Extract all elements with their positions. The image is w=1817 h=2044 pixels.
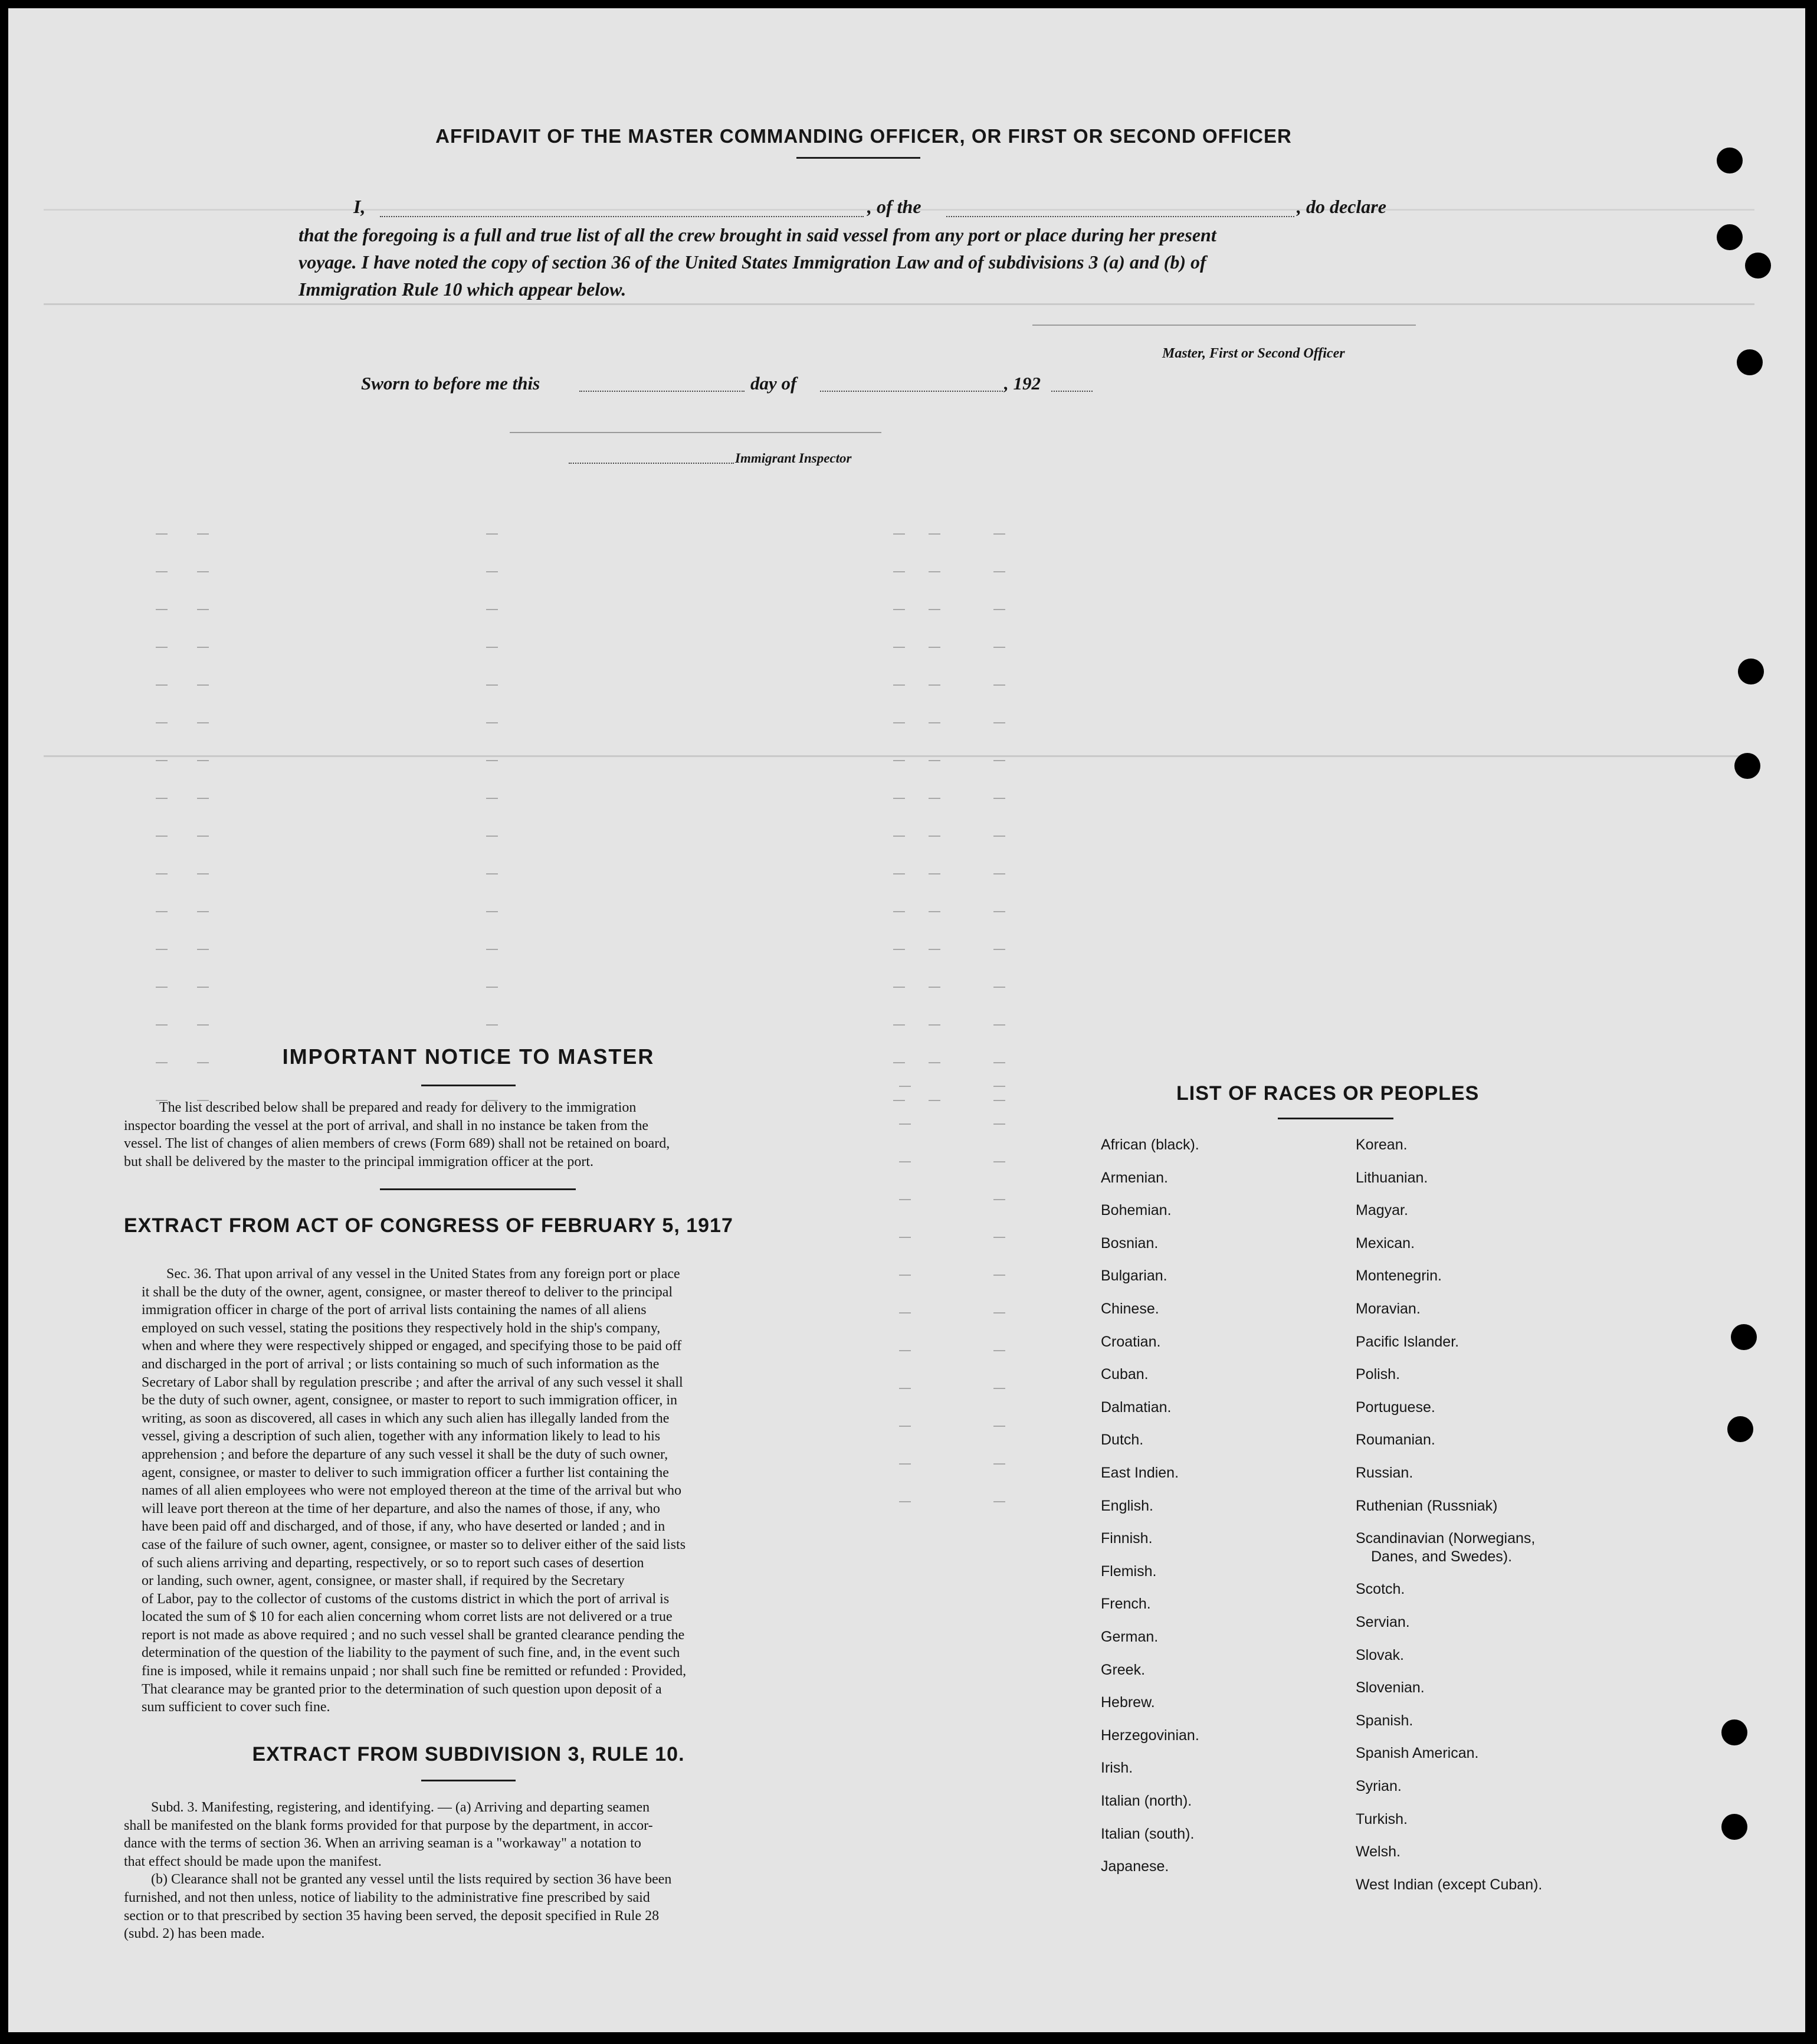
faint-dash xyxy=(156,722,168,723)
sworn-prefix: Sworn to before me this xyxy=(361,373,540,394)
race-entry: Syrian. xyxy=(1356,1777,1402,1794)
faint-dash xyxy=(993,1062,1005,1063)
race-entry: Portuguese. xyxy=(1356,1398,1435,1416)
race-entry: Lithuanian. xyxy=(1356,1169,1428,1186)
act-extract-line: That clearance may be granted prior to the determination of such question upon deposit of a xyxy=(142,1681,662,1697)
punch-hole xyxy=(1721,1814,1747,1840)
race-entry: Montenegrin. xyxy=(1356,1267,1442,1285)
act-extract-line: determination of the question of the liability to the payment of such fine, and, in the event such xyxy=(142,1645,680,1661)
race-entry: Slovenian. xyxy=(1356,1679,1425,1696)
faint-dash xyxy=(893,1100,905,1101)
faint-dash xyxy=(197,533,209,535)
faint-dash xyxy=(929,949,940,950)
faint-dash xyxy=(929,1024,940,1026)
punch-hole xyxy=(1717,148,1743,173)
faint-dash xyxy=(197,987,209,988)
faint-dash xyxy=(486,722,498,723)
race-entry: Bulgarian. xyxy=(1101,1267,1167,1285)
act-extract-line: agent, consignee, or master to deliver to such immigration officer a further list containing the xyxy=(142,1465,669,1480)
race-entry: Korean. xyxy=(1356,1136,1408,1153)
faint-dash xyxy=(993,911,1005,912)
faint-dash xyxy=(197,873,209,874)
faint-dash xyxy=(156,1024,168,1026)
race-entry: Dalmatian. xyxy=(1101,1398,1172,1416)
faint-dash xyxy=(993,722,1005,723)
name-fill-line[interactable] xyxy=(380,216,864,217)
race-entry: Servian. xyxy=(1356,1613,1410,1630)
race-entry: Bohemian. xyxy=(1101,1202,1172,1219)
faint-dash xyxy=(993,1388,1005,1389)
act-extract-line: writing, as soon as discovered, all cases in which any such alien has illegally landed from the xyxy=(142,1410,670,1426)
race-entry: Japanese. xyxy=(1101,1858,1169,1875)
faint-dash xyxy=(893,1024,905,1026)
act-extract-line: of Labor, pay to the collector of customs of the customs district in which the port of arrival is xyxy=(142,1591,670,1607)
faint-dash xyxy=(486,760,498,761)
vessel-fill-line[interactable] xyxy=(946,216,1294,217)
faint-dash xyxy=(929,798,940,799)
act-extract-line: sum sufficient to cover such fine. xyxy=(142,1699,330,1715)
race-entry: Scotch. xyxy=(1356,1581,1405,1598)
faint-dash xyxy=(197,911,209,912)
faint-dash xyxy=(486,609,498,610)
faint-dash xyxy=(486,949,498,950)
faint-dash xyxy=(993,1199,1005,1200)
race-entry: English. xyxy=(1101,1497,1153,1514)
faint-dash xyxy=(197,836,209,837)
act-extract-line: when and where they were respectively shipped or engaged, and specifying those to be paid off xyxy=(142,1338,682,1354)
races-underline xyxy=(1278,1118,1393,1119)
affidavit-line-3: voyage. I have noted the copy of section 36 of the United States Immigration Law and of subdivisions 3 (a) and (b) of xyxy=(299,251,1206,273)
faint-dash xyxy=(929,987,940,988)
document-page xyxy=(8,8,1805,2032)
title-underline xyxy=(796,157,920,159)
race-entry: Spanish American. xyxy=(1356,1745,1479,1762)
affidavit-i-label: I, xyxy=(353,196,366,217)
faint-dash xyxy=(899,1275,911,1276)
faint-dash xyxy=(929,722,940,723)
sworn-year-fill-line[interactable] xyxy=(1051,391,1093,392)
faint-dash xyxy=(893,836,905,837)
punch-hole xyxy=(1717,224,1743,250)
race-entry: Hebrew. xyxy=(1101,1694,1155,1711)
race-entry: Ruthenian (Russniak) xyxy=(1356,1497,1498,1514)
race-entry: Moravian. xyxy=(1356,1301,1421,1317)
faint-dash xyxy=(197,571,209,572)
faint-dash xyxy=(993,873,1005,874)
affidavit-declare-label: , do declare xyxy=(1297,196,1386,217)
faint-dash xyxy=(197,722,209,723)
faint-dash xyxy=(486,571,498,572)
faint-dash xyxy=(929,684,940,686)
master-signature-line[interactable] xyxy=(1032,325,1416,326)
faint-dash xyxy=(197,949,209,950)
notice-line: inspector boarding the vessel at the port of arrival, and shall in no instance be taken from the xyxy=(124,1118,649,1134)
act-extract-line: be the duty of such owner, agent, consignee, or master to report to such immigration officer, in xyxy=(142,1393,678,1408)
faint-dash xyxy=(993,1275,1005,1276)
rule-extract-line: (b) Clearance shall not be granted any vessel until the lists required by section 36 have been xyxy=(151,1872,672,1888)
faint-dash xyxy=(899,1501,911,1502)
sworn-month-fill-line[interactable] xyxy=(820,391,1003,392)
faint-dash xyxy=(156,987,168,988)
race-entry: Dutch. xyxy=(1101,1432,1144,1449)
race-entry: Slovak. xyxy=(1356,1646,1404,1663)
race-entry: East Indien. xyxy=(1101,1465,1179,1481)
race-entry: Cuban. xyxy=(1101,1366,1149,1383)
punch-hole xyxy=(1737,349,1763,375)
rule-extract-line: furnished, and not then unless, notice of liability to the administrative fine prescribed by said xyxy=(124,1889,650,1905)
faint-dash xyxy=(993,1501,1005,1502)
faint-dash xyxy=(899,1237,911,1238)
act-extract-line: fine is imposed, while it remains unpaid ; nor shall such fine be remitted or refunded : Provided, xyxy=(142,1663,687,1679)
rule-extract-title: EXTRACT FROM SUBDIVISION 3, RULE 10. xyxy=(252,1743,685,1765)
punch-hole xyxy=(1731,1324,1757,1350)
act-extract-line: it shall be the duty of the owner, agent, consignee, or master thereof to deliver to the principal xyxy=(142,1284,673,1300)
faint-dash xyxy=(156,798,168,799)
act-extract-body xyxy=(142,1265,807,1717)
punch-hole xyxy=(1738,659,1764,684)
race-entry: Irish. xyxy=(1101,1760,1133,1777)
race-entry: Danes, and Swedes). xyxy=(1371,1548,1513,1565)
faint-dash xyxy=(899,1086,911,1087)
act-extract-line: vessel, giving a description of such alien, together with any information likely to lead to his xyxy=(142,1429,661,1444)
faint-dash xyxy=(993,647,1005,648)
act-extract-line: Secretary of Labor shall by regulation prescribe ; and after the arrival of any such vessel it shall xyxy=(142,1374,683,1390)
faint-dash xyxy=(893,571,905,572)
faint-dash xyxy=(156,684,168,686)
faint-dash xyxy=(993,684,1005,686)
faint-dash xyxy=(899,1312,911,1313)
act-extract-line: of such aliens arriving and departing, respectively, or so to report such cases of desertion xyxy=(142,1555,644,1571)
notice-underline xyxy=(421,1085,516,1086)
faint-dash xyxy=(993,1161,1005,1162)
race-entry: Mexican. xyxy=(1356,1234,1415,1252)
faint-dash xyxy=(197,647,209,648)
faint-dash xyxy=(899,1350,911,1351)
faint-dash xyxy=(486,798,498,799)
act-extract-line: will leave port thereon at the time of her departure, and also the names of those, if any, who xyxy=(142,1501,660,1516)
faint-dash xyxy=(993,1100,1005,1101)
faint-dash xyxy=(893,684,905,686)
faint-dash xyxy=(486,533,498,535)
rule-extract-underline xyxy=(421,1780,516,1781)
faint-dash xyxy=(993,987,1005,988)
race-entry: Croatian. xyxy=(1101,1333,1161,1350)
faint-dash xyxy=(993,760,1005,761)
rule-extract-line: section or to that prescribed by section 35 having been served, the deposit specified in Rule 28 xyxy=(124,1908,660,1924)
race-entry: African (black). xyxy=(1101,1136,1199,1153)
faint-dash xyxy=(156,949,168,950)
faint-dash xyxy=(899,1123,911,1125)
rule-extract-line: shall be manifested on the blank forms provided for that purpose by the department, in accor- xyxy=(124,1817,653,1833)
rule-extract-line: dance with the terms of section 36. When an arriving seaman is a "workaway" a notation to xyxy=(124,1836,641,1852)
race-entry: Turkish. xyxy=(1356,1810,1408,1827)
faint-dash xyxy=(197,684,209,686)
race-entry: Polish. xyxy=(1356,1366,1401,1383)
faint-dash xyxy=(197,760,209,761)
act-extract-line: apprehension ; and before the departure of any such vessel it shall be the duty of such owner, xyxy=(142,1446,668,1462)
inspector-dotted-line xyxy=(569,463,734,464)
faint-dash xyxy=(197,609,209,610)
faint-dash xyxy=(993,533,1005,535)
race-entry: Russian. xyxy=(1356,1465,1413,1481)
race-entry: Italian (south). xyxy=(1101,1825,1195,1842)
race-entry: French. xyxy=(1101,1596,1151,1613)
faint-dash xyxy=(929,760,940,761)
faint-dash xyxy=(993,1463,1005,1465)
faint-dash xyxy=(893,949,905,950)
race-entry: Chinese. xyxy=(1101,1301,1159,1317)
faint-dash xyxy=(929,836,940,837)
race-entry: Spanish. xyxy=(1356,1712,1413,1729)
faint-dash xyxy=(993,949,1005,950)
faint-dash xyxy=(486,684,498,686)
race-entry: Roumanian. xyxy=(1356,1432,1435,1449)
bleed-through-line xyxy=(44,303,1754,305)
faint-dash xyxy=(993,798,1005,799)
faint-dash xyxy=(993,1312,1005,1313)
act-extract-line: immigration officer in charge of the port of arrival lists containing the names of all aliens xyxy=(142,1302,647,1318)
faint-dash xyxy=(899,1161,911,1162)
faint-dash xyxy=(893,911,905,912)
faint-dash xyxy=(929,1100,940,1101)
act-extract-title: EXTRACT FROM ACT OF CONGRESS OF FEBRUARY 5, 1917 xyxy=(124,1214,733,1237)
rule-extract-body xyxy=(124,1799,806,1943)
race-entry: Flemish. xyxy=(1101,1563,1157,1580)
rule-extract-line: Subd. 3. Manifesting, registering, and identifying. — (a) Arriving and departing seamen xyxy=(151,1800,650,1815)
faint-dash xyxy=(486,987,498,988)
faint-dash xyxy=(893,647,905,648)
bleed-through-line xyxy=(44,755,1754,757)
act-extract-line: report is not made as above required ; and no such vessel shall be granted clearance pending the xyxy=(142,1627,685,1643)
race-entry: Scandinavian (Norwegians, xyxy=(1356,1530,1536,1547)
faint-dash xyxy=(156,609,168,610)
faint-dash xyxy=(893,609,905,610)
faint-dash xyxy=(929,609,940,610)
race-entry: Italian (north). xyxy=(1101,1793,1192,1809)
affidavit-line-2: that the foregoing is a full and true list of all the crew brought in said vessel from any port or place during her present xyxy=(299,224,1216,245)
race-entry: Herzegovinian. xyxy=(1101,1727,1199,1744)
races-title: LIST OF RACES OR PEOPLES xyxy=(1176,1082,1480,1105)
inspector-label: Immigrant Inspector xyxy=(735,451,852,466)
rule-extract-line: (subd. 2) has been made. xyxy=(124,1926,265,1942)
sworn-day-fill-line[interactable] xyxy=(579,391,744,392)
faint-dash xyxy=(156,911,168,912)
faint-dash xyxy=(486,911,498,912)
faint-dash xyxy=(899,1463,911,1465)
punch-hole xyxy=(1727,1416,1753,1442)
inspector-signature-line[interactable] xyxy=(510,432,881,433)
faint-dash xyxy=(993,1024,1005,1026)
faint-dash xyxy=(993,571,1005,572)
sworn-day-of-label: day of xyxy=(750,373,797,394)
faint-dash xyxy=(993,1237,1005,1238)
faint-dash xyxy=(993,1086,1005,1087)
race-entry: West Indian (except Cuban). xyxy=(1356,1876,1543,1893)
faint-dash xyxy=(486,1024,498,1026)
faint-dash xyxy=(893,987,905,988)
faint-dash xyxy=(893,722,905,723)
race-entry: Armenian. xyxy=(1101,1169,1168,1186)
act-extract-line: or landing, such owner, agent, consignee, or master shall, if required by the Secretary xyxy=(142,1573,625,1589)
faint-dash xyxy=(993,1426,1005,1427)
faint-dash xyxy=(993,609,1005,610)
faint-dash xyxy=(486,873,498,874)
master-signature-label: Master, First or Second Officer xyxy=(1162,346,1345,361)
faint-dash xyxy=(893,798,905,799)
faint-dash xyxy=(993,836,1005,837)
race-entry: German. xyxy=(1101,1629,1159,1645)
notice-title: IMPORTANT NOTICE TO MASTER xyxy=(282,1044,655,1069)
faint-dash xyxy=(929,1062,940,1063)
notice-line: The list described below shall be prepared and ready for delivery to the immigration xyxy=(159,1100,637,1115)
act-extract-line: have been paid off and discharged, and of those, if any, who have deserted or landed ; and in xyxy=(142,1519,665,1535)
faint-dash xyxy=(156,760,168,761)
faint-dash xyxy=(893,760,905,761)
race-entry: Welsh. xyxy=(1356,1843,1401,1860)
act-extract-line: Sec. 36. That upon arrival of any vessel in the United States from any foreign port or place xyxy=(166,1266,680,1282)
faint-dash xyxy=(156,873,168,874)
notice-line: vessel. The list of changes of alien members of crews (Form 689) shall not be retained on board, xyxy=(124,1136,670,1152)
faint-dash xyxy=(197,798,209,799)
faint-dash xyxy=(929,873,940,874)
faint-dash xyxy=(929,533,940,535)
race-entry: Finnish. xyxy=(1101,1530,1153,1547)
faint-dash xyxy=(197,1024,209,1026)
affidavit-line-4: Immigration Rule 10 which appear below. xyxy=(299,279,627,300)
act-extract-line: case of the failure of such owner, agent, consignee, or master so to deliver either of the said lists xyxy=(142,1537,686,1552)
race-entry: Magyar. xyxy=(1356,1202,1408,1219)
faint-dash xyxy=(929,911,940,912)
race-entry: Greek. xyxy=(1101,1661,1146,1678)
faint-dash xyxy=(893,533,905,535)
faint-dash xyxy=(486,647,498,648)
punch-hole xyxy=(1734,753,1760,779)
faint-dash xyxy=(993,1123,1005,1125)
act-extract-line: and discharged in the port of arrival ; or lists containing so much of such information as the xyxy=(142,1356,660,1372)
faint-dash xyxy=(993,1350,1005,1351)
act-extract-line: names of all alien employees who were not employed thereon at the time of the arrival but who xyxy=(142,1483,682,1499)
punch-hole xyxy=(1721,1719,1747,1745)
affidavit-title: AFFIDAVIT OF THE MASTER COMMANDING OFFICER, OR FIRST OR SECOND OFFICER xyxy=(435,125,1292,147)
affidavit-of-the-label: , of the xyxy=(867,196,921,217)
faint-dash xyxy=(899,1199,911,1200)
act-extract-line: employed on such vessel, stating the positions they respectively hold in the ship's company, xyxy=(142,1320,661,1336)
faint-dash xyxy=(156,647,168,648)
notice-body xyxy=(124,1099,806,1171)
sworn-year-label: , 192 xyxy=(1004,373,1041,394)
act-extract-line: located the sum of $ 10 for each alien concerning whom corret lists are not delivered or a true xyxy=(142,1609,673,1625)
faint-dash xyxy=(156,571,168,572)
rule-extract-line: that effect should be made upon the manifest. xyxy=(124,1853,382,1869)
notice-divider xyxy=(380,1188,576,1190)
punch-hole xyxy=(1745,253,1771,279)
faint-dash xyxy=(486,836,498,837)
faint-dash xyxy=(899,1426,911,1427)
race-entry: Pacific Islander. xyxy=(1356,1333,1459,1350)
faint-dash xyxy=(893,873,905,874)
faint-dash xyxy=(156,836,168,837)
race-entry: Bosnian. xyxy=(1101,1234,1159,1252)
faint-dash xyxy=(899,1388,911,1389)
notice-line: but shall be delivered by the master to the principal immigration officer at the port. xyxy=(124,1154,593,1170)
faint-dash xyxy=(929,647,940,648)
faint-dash xyxy=(156,533,168,535)
faint-dash xyxy=(929,571,940,572)
